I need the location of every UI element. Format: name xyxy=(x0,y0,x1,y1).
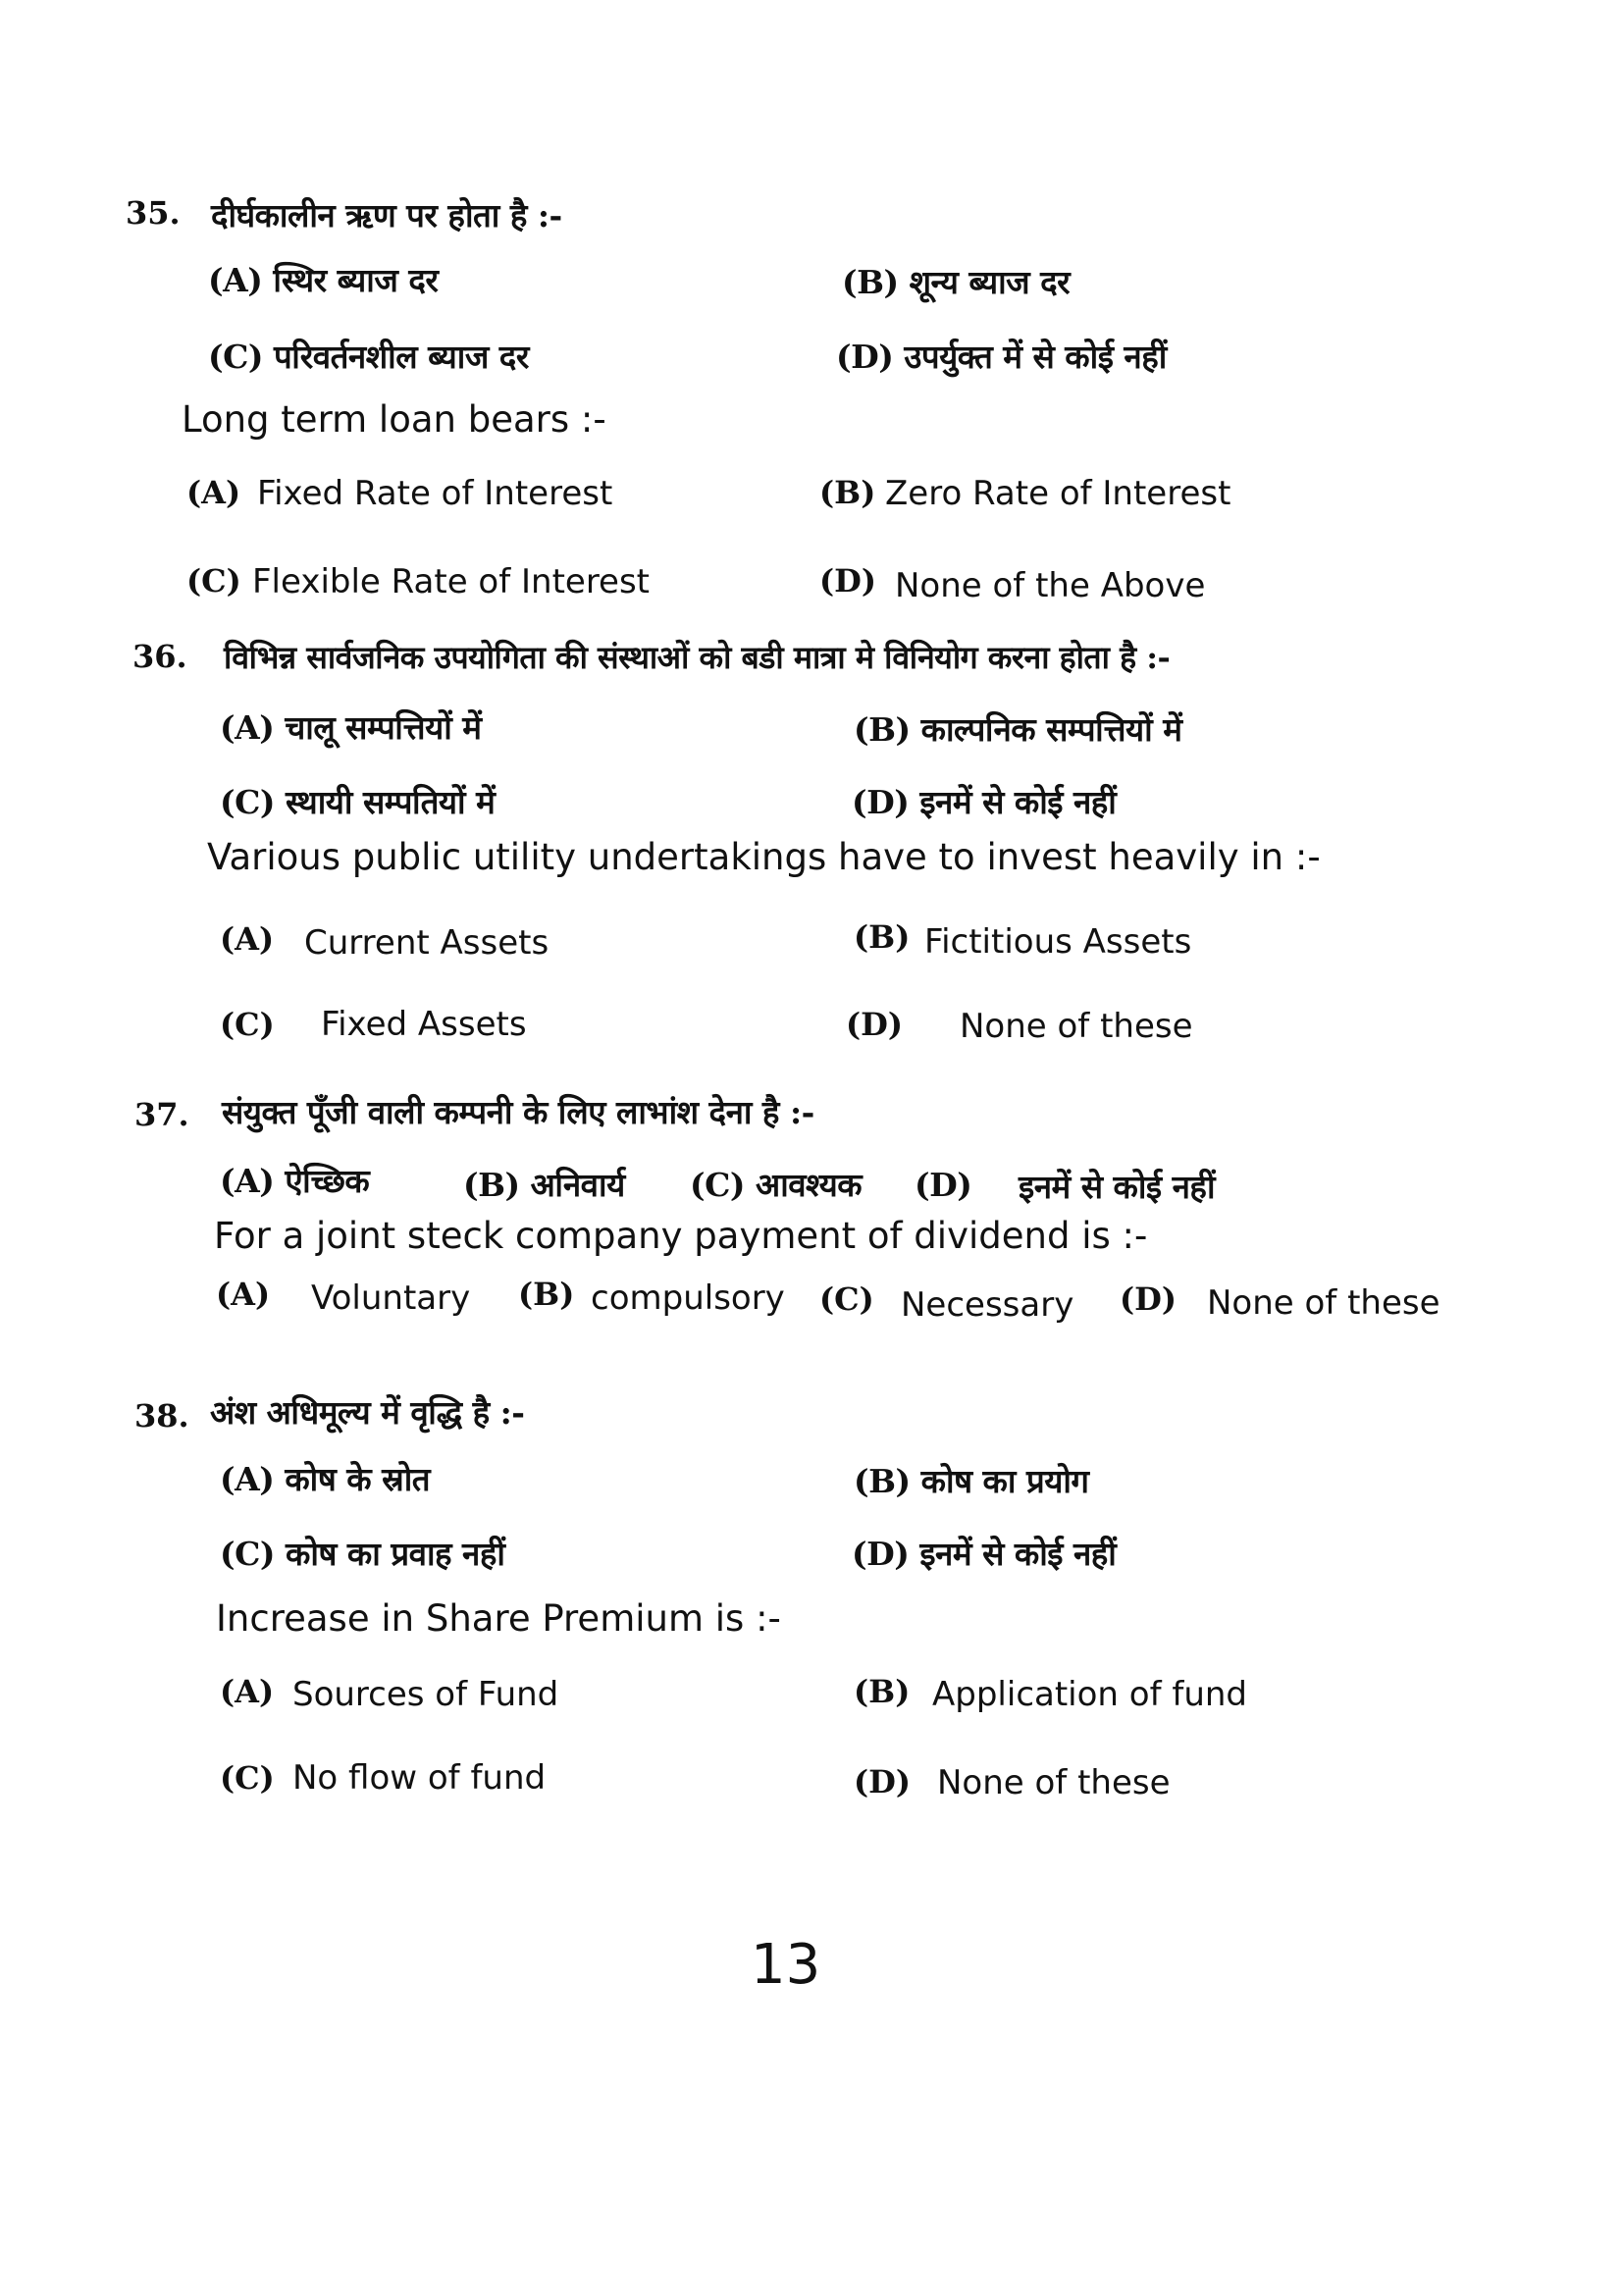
q38-hindi-option-a: (A) कोष के स्रोत xyxy=(220,1460,431,1498)
q35-en-label-b: (B) xyxy=(819,474,876,511)
q38-english-option-c: No flow of fund xyxy=(292,1758,547,1798)
q35-english-question: Long term loan bears :- xyxy=(182,398,606,441)
q36-en-label-a: (A) xyxy=(220,920,275,958)
q35-english-option-c: Flexible Rate of Interest xyxy=(252,562,651,601)
q35-hindi-question: दीर्घकालीन ऋण पर होता है :- xyxy=(211,196,562,235)
q35-en-label-d: (D) xyxy=(819,562,877,600)
q38-english-question: Increase in Share Premium is :- xyxy=(216,1597,781,1640)
q36-hindi-option-d: (D) इनमें से कोई नहीं xyxy=(852,783,1117,821)
q37-hindi-option-d-label: (D) xyxy=(915,1166,972,1204)
q37-en-label-d: (D) xyxy=(1120,1280,1177,1318)
q38-en-label-c: (C) xyxy=(220,1759,275,1797)
q37-en-label-b: (B) xyxy=(518,1276,575,1313)
q37-english-question: For a joint steck company payment of dividend is :- xyxy=(214,1215,1148,1257)
q35-english-option-a: Fixed Rate of Interest xyxy=(257,474,613,513)
q37-hindi-option-a: (A) ऐच्छिक xyxy=(220,1162,370,1200)
q36-number: 36. xyxy=(132,638,187,675)
q36-hindi-option-c: (C) स्थायी सम्पतियों में xyxy=(220,783,496,821)
q37-hindi-option-c: (C) आवश्यक xyxy=(690,1166,863,1204)
q36-hindi-option-a: (A) चालू सम्पत्तियों में xyxy=(220,708,482,747)
q38-hindi-option-c: (C) कोष का प्रवाह नहीं xyxy=(220,1535,505,1573)
q37-english-option-d: None of these xyxy=(1207,1283,1440,1323)
q36-english-option-d: None of these xyxy=(960,1007,1193,1046)
q36-english-question: Various public utility undertakings have to invest heavily in :- xyxy=(207,836,1321,878)
q36-hindi-question: विभिन्न सार्वजनिक उपयोगिता की संस्थाओं को बडी मात्रा मे विनियोग करना होता है :- xyxy=(224,639,1171,676)
q35-english-option-d: None of the Above xyxy=(895,566,1206,605)
q38-hindi-option-b: (B) कोष का प्रयोग xyxy=(854,1462,1089,1500)
q37-english-option-c: Necessary xyxy=(901,1285,1074,1325)
q37-hindi-question: संयुक्त पूँजी वाली कम्पनी के लिए लाभांश देना है :- xyxy=(222,1093,814,1131)
q36-hindi-option-b: (B) काल्पनिक सम्पत्तियों में xyxy=(854,710,1182,749)
q35-hindi-option-a: (A) स्थिर ब्याज दर xyxy=(208,261,439,299)
q38-number: 38. xyxy=(134,1397,189,1435)
page-number: 13 xyxy=(751,1933,821,1997)
q36-en-label-d: (D) xyxy=(846,1006,904,1043)
q37-english-option-a: Voluntary xyxy=(311,1278,471,1318)
q36-english-option-b: Fictitious Assets xyxy=(924,922,1192,962)
q36-en-label-c: (C) xyxy=(220,1006,275,1043)
q35-hindi-option-b: (B) शून्य ब्याज दर xyxy=(842,263,1071,301)
q37-hindi-option-b: (B) अनिवार्य xyxy=(463,1166,625,1204)
q36-english-option-a: Current Assets xyxy=(304,923,549,963)
q38-english-option-a: Sources of Fund xyxy=(292,1675,559,1714)
q38-english-option-b: Application of fund xyxy=(932,1675,1248,1714)
q36-english-option-c: Fixed Assets xyxy=(321,1005,527,1044)
q37-english-option-b: compulsory xyxy=(591,1278,785,1318)
q37-en-label-c: (C) xyxy=(819,1280,874,1318)
q38-en-label-b: (B) xyxy=(854,1673,911,1710)
q35-hindi-option-c: (C) परिवर्तनशील ब्याज दर xyxy=(208,338,529,376)
q38-hindi-question: अंश अधिमूल्य में वृद्धि है :- xyxy=(210,1393,525,1432)
q35-number: 35. xyxy=(126,194,181,232)
q37-number: 37. xyxy=(134,1096,189,1133)
q37-hindi-option-d: इनमें से कोई नहीं xyxy=(1019,1168,1216,1206)
q35-en-label-c: (C) xyxy=(186,562,241,600)
q38-en-label-a: (A) xyxy=(220,1673,275,1710)
q37-en-label-a: (A) xyxy=(216,1276,271,1313)
q38-english-option-d: None of these xyxy=(937,1763,1171,1802)
q35-english-option-b: Zero Rate of Interest xyxy=(885,474,1231,513)
q38-en-label-d: (D) xyxy=(854,1763,912,1800)
q38-hindi-option-d: (D) इनमें से कोई नहीं xyxy=(852,1535,1117,1573)
q36-en-label-b: (B) xyxy=(854,918,911,956)
q35-hindi-option-d: (D) उपर्युक्त में से कोई नहीं xyxy=(836,338,1167,376)
q35-en-label-a: (A) xyxy=(186,474,241,511)
